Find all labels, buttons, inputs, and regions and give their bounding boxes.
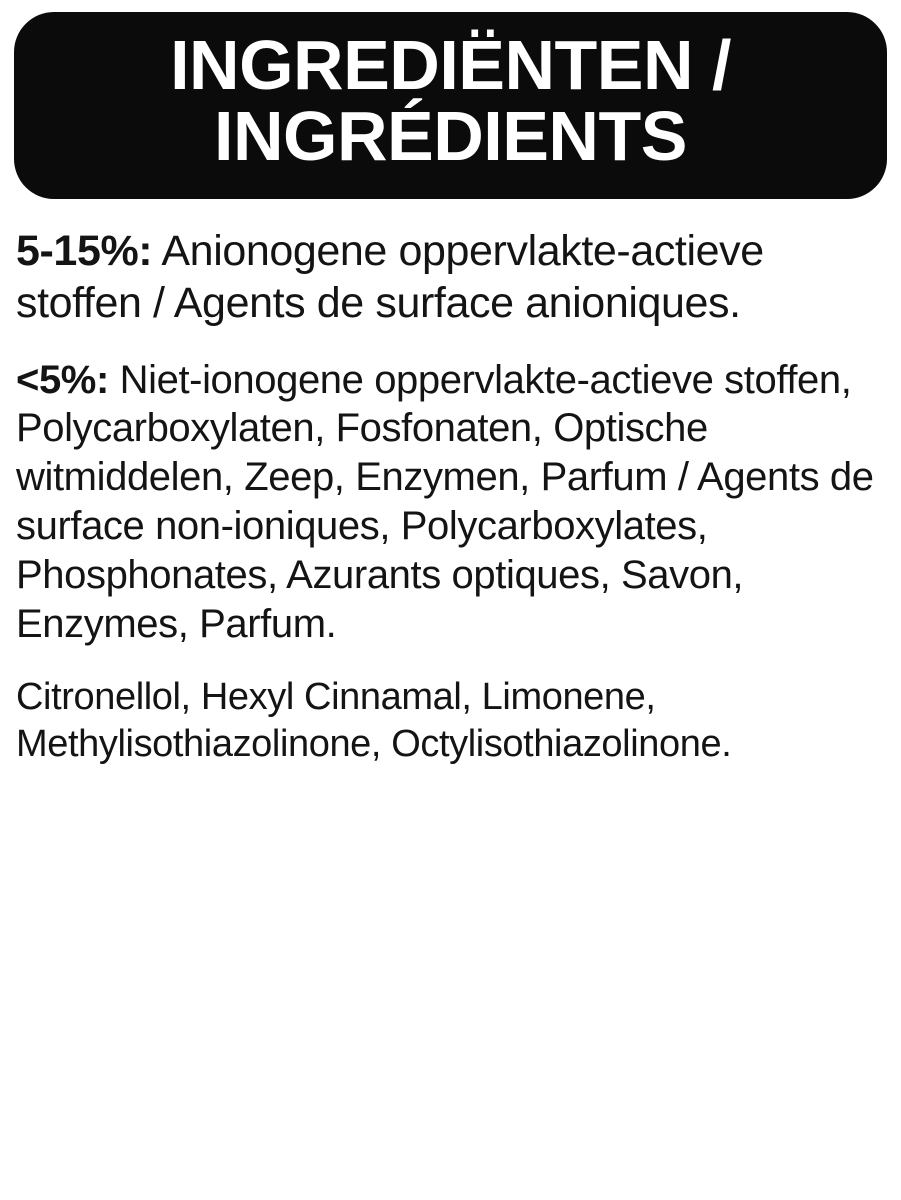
anionic-text: Anionogene oppervlakte-actieve stoffen / Agents de surface anioniques. xyxy=(16,226,764,328)
nonionic-surfactants-paragraph xyxy=(16,356,885,649)
nonionic-text: Niet-ionogene oppervlakte-actieve stoffen, Polycarboxylaten, Fosfonaten, Optische witmiddelen, Zeep, Enzymen, Parfum / Agents de surface non-ioniques, Polycarboxylates, Phosphonates, Azurants optiques, Savon, Enzymes, Parfum. xyxy=(16,357,874,646)
anionic-surfactants-paragraph xyxy=(16,225,885,330)
allergens-paragraph xyxy=(16,674,885,767)
anionic-percentage: 5-15%: xyxy=(16,226,153,275)
allergens-text: Citronellol, Hexyl Cinnamal, Limonene, Methylisothiazolinone, Octylisothiazolinone. xyxy=(16,676,732,765)
ingredients-body xyxy=(14,225,887,767)
ingredients-header-banner xyxy=(14,12,887,199)
nonionic-percentage: <5%: xyxy=(16,357,109,402)
header-title-line-1: INGREDIËNTEN / xyxy=(170,26,731,104)
header-title-line-2: INGRÉDIENTS xyxy=(214,97,687,176)
